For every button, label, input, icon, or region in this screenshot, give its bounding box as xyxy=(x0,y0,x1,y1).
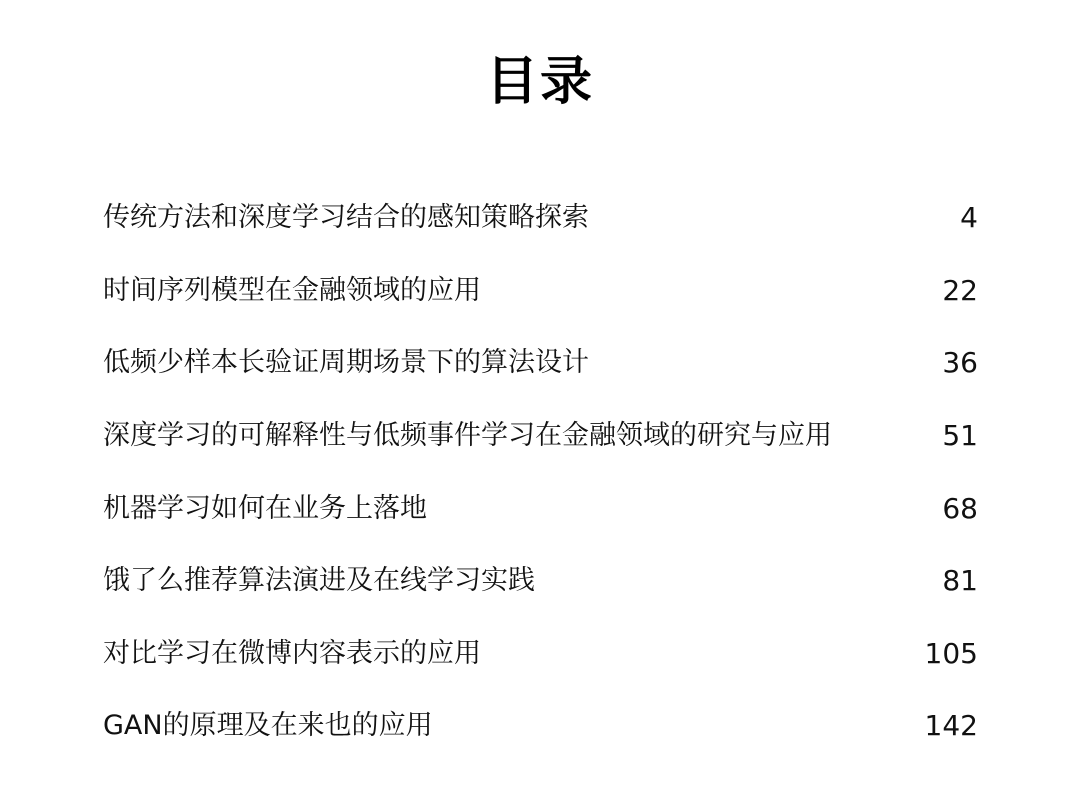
toc-entry xyxy=(103,690,978,763)
toc-entry-page: 142 xyxy=(924,709,978,743)
toc-entry-page: 36 xyxy=(942,346,978,380)
toc-entry-title: 低频少样本长验证周期场景下的算法设计 xyxy=(103,347,589,379)
toc-entry-title: 对比学习在微博内容表示的应用 xyxy=(103,637,481,669)
toc-entry xyxy=(103,618,978,691)
toc-entry xyxy=(103,472,978,545)
toc-entry-title: GAN的原理及在来也的应用 xyxy=(103,710,433,742)
toc-entry-title: 深度学习的可解释性与低频事件学习在金融领域的研究与应用 xyxy=(103,420,832,452)
toc-entry-title: 时间序列模型在金融领域的应用 xyxy=(103,274,481,306)
toc-entry-page: 68 xyxy=(942,491,978,525)
toc-entry-page: 4 xyxy=(960,201,978,235)
toc-entry-title: 机器学习如何在业务上落地 xyxy=(103,492,427,524)
toc-entry-page: 81 xyxy=(942,564,978,598)
toc-entry xyxy=(103,327,978,400)
toc-entry-title: 饿了么推荐算法演进及在线学习实践 xyxy=(103,565,535,597)
page-title: 目录 xyxy=(485,52,594,112)
toc-entry-page: 51 xyxy=(942,419,978,453)
toc-entry xyxy=(103,545,978,618)
toc-entry xyxy=(103,400,978,473)
toc-entry-title: 传统方法和深度学习结合的感知策略探索 xyxy=(103,202,589,234)
toc-entry-page: 105 xyxy=(924,636,978,670)
table-of-contents xyxy=(103,182,978,763)
toc-entry xyxy=(103,182,978,255)
toc-entry-page: 22 xyxy=(942,273,978,307)
toc-entry xyxy=(103,255,978,328)
